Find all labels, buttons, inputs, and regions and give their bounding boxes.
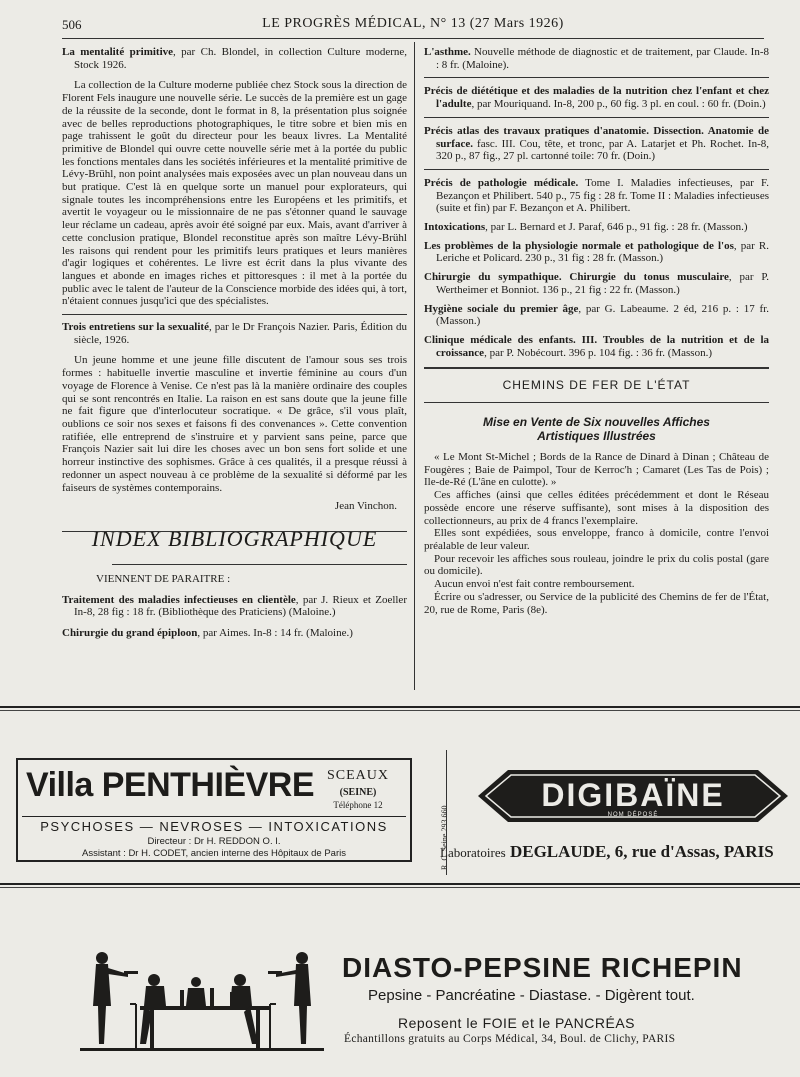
header-rule — [62, 38, 764, 39]
ads-divider — [0, 883, 800, 885]
review-byline: , par le Dr François Nazier. Paris, Édition du siècle, 1926. — [74, 321, 407, 346]
index-entry — [424, 303, 769, 328]
entry-divider — [424, 169, 769, 170]
digibaine-laboratory — [440, 842, 774, 862]
index-entry-detail: , par L. Bernard et J. Paraf, 646 p., 91 fig. : 28 fr. (Masson.) — [485, 221, 748, 234]
digibaine-ad — [426, 750, 800, 875]
column-separator — [414, 42, 415, 690]
chemins-paragraph: Pour recevoir les affiches sous rouleau, joindre le prix du colis postal (gare ou domicile). — [424, 552, 769, 578]
index-entry-title: Précis de pathologie médicale. — [424, 176, 579, 189]
index-entry-detail: Tome I. Maladies infectieuses, par F. Bezançon et Philibert. 540 p., 75 fig : 28 fr. Tome II : Maladies infectieuses (suite et fin) par F. Bezançon et A. Philibert. — [436, 176, 769, 215]
index-entry-detail: Nouvelle méthode de diagnostic et de traitement, par Claude. In-8 : 8 fr. (Maloine). — [436, 46, 769, 71]
ads-divider — [0, 887, 800, 888]
index-entry — [62, 627, 407, 640]
digibaine-brand: DIGIBAÏNE — [541, 777, 725, 813]
entry-divider — [424, 117, 769, 118]
left-column — [62, 46, 407, 648]
index-entry-title: Chirurgie du grand épiploon — [62, 627, 198, 640]
lab-prefix: Laboratoires — [440, 845, 506, 860]
index-entry-title: Intoxications — [424, 221, 486, 234]
villa-director: Directeur : Dr H. REDDON O. I. — [147, 836, 281, 847]
index-entry-detail: , par G. Labeaume. 2 éd, 216 p. : 17 fr. (Masson.) — [436, 302, 769, 328]
index-entry-title: Clinique médicale des enfants. III. Troubles de la nutrition et de la croissance — [424, 333, 769, 359]
dining-scene-illustration — [80, 944, 324, 1056]
digibaine-logo — [478, 766, 788, 826]
index-entry-detail: , par Aimes. In-8 : 14 fr. (Maloine.) — [197, 627, 353, 640]
villa-town: SCEAUX — [326, 768, 389, 783]
index-entry — [424, 271, 769, 296]
index-entry-title: Précis atlas des travaux pratiques d'anatomie. Dissection. Anatomie de surface. — [424, 124, 769, 150]
villa-penthievre-ad — [16, 758, 412, 862]
diasto-pepsine-ad — [14, 914, 800, 1064]
section-divider — [62, 314, 407, 315]
index-entry-title: Précis de diététique et des maladies de la nutrition chez l'enfant et chez l'adulte — [424, 85, 769, 111]
index-entry-title: Chirurgie du sympathique. Chirurgie du tonus musculaire — [424, 271, 729, 284]
chemins-subheading — [424, 415, 769, 443]
index-entry-detail: , par P. Wertheimer et Bonniot. 136 p., 21 fig : 22 fr. (Masson.) — [436, 271, 769, 296]
villa-rule — [22, 816, 406, 817]
review-title: Trois entretiens sur la sexualité — [62, 321, 209, 334]
index-entry-detail: , par J. Rieux et Zoeller In-8, 28 fig : 18 fr. (Bibliothèque des Praticiens) (Maloine.) — [74, 593, 407, 619]
index-entry-title: Les problèmes de la physiologie normale et pathologique de l'os — [424, 239, 734, 252]
chemins-paragraph: Ces affiches (ainsi que celles éditées précédemment et dont le Réseau possède encore une réserve suffisante), sont mises à la disposition des collectionneurs, au prix de 4 francs l'exemplaire. — [424, 489, 769, 527]
index-rule-top — [62, 531, 407, 532]
index-entry-title: Hygiène sociale du premier âge — [424, 302, 579, 315]
chemins-paragraph: Écrire ou s'adresser, ou Service de la publicité des Chemins de fer de l'État, 20, rue de Rome, Paris (8e). — [424, 590, 769, 616]
review-heading — [62, 321, 407, 346]
villa-assistant: Assistant : Dr H. CODET, ancien interne des Hôpitaux de Paris — [81, 848, 346, 859]
index-rule-bottom — [112, 564, 407, 565]
index-entry — [424, 334, 769, 359]
index-entry — [424, 240, 769, 265]
index-title: INDEX BIBLIOGRAPHIQUE — [91, 525, 378, 551]
index-entry-title: L'asthme. — [424, 46, 471, 58]
index-entry-detail: , par P. Nobécourt. 396 p. 104 fig. : 36 fr. (Masson.) — [484, 346, 712, 359]
chemins-heading: CHEMINS DE FER DE L'ÉTAT — [502, 378, 691, 393]
index-entry — [424, 177, 769, 215]
page-header — [62, 14, 764, 36]
index-entry — [424, 46, 769, 71]
diasto-title: DIASTO-PEPSINE RICHEPIN — [342, 952, 743, 983]
ads-divider — [0, 710, 800, 711]
chemins-paragraph: Aucun envoi n'est fait contre remboursement. — [434, 578, 635, 591]
index-entry-detail: , par R. Leriche et Policard. 230 p., 31 fig : 28 fr. (Masson.) — [436, 239, 769, 265]
journal-title: LE PROGRÈS MÉDICAL, N° 13 (27 Mars 1926) — [262, 16, 564, 31]
chemins-paragraph: Elles sont expédiées, sous enveloppe, franco à domicile, contre l'envoi préalable de leur valeur. — [424, 527, 769, 552]
review-heading — [62, 46, 407, 71]
review-byline: , par Ch. Blondel, in collection Culture moderne, Stock 1926. — [74, 46, 407, 71]
chemins-subheading-line: Artistiques Illustrées — [537, 429, 656, 444]
review-body: Un jeune homme et une jeune fille discutent de l'amour sous ses trois formes : habituelle invertie masculine et invertie féminine au cours d'un voyage de Florence à Venise. Ce n'est pas là la manière ordinaire des couples qui se sont rencontrés en Italie. La raison en est sans doute que la jeune fille ne fait figure que d'interlocuteur socratique. « De grâce, s'il vous plaît, oublions ce soir nos sexes et faisons fi des convenances ». Cette convention ratifiée, elle entreprend de s'instruire et y parvient sans peine, parce que François Nazier sait lui dire les choses avec un bon sens fort solide et une horreur instinctive des sophismes. Grâce à ces qualités, il a presque réussi à redonner un aspect nouveau à ce problème de la sexualité si déformé par les faiseurs de systèmes contemporains. — [62, 354, 407, 494]
diasto-samples: Échantillons gratuits au Corps Médical, 34, Boul. de Clichy, PARIS — [344, 1033, 676, 1045]
review-body: La collection de la Culture moderne publiée chez Stock sous la direction de Florent Fels inaugure une nouvelle série. Le succès de la première est un gage de la réussite de la seconde, dont le format in 8, la présentation plus soignée avec de belles reproductions photographiques, le titre sobre et bien mis en page trahissent le goût du directeur pour les beaux livres. La Mentalité primitive de Blondel qui ouvre cette nouvelle série met à la portée du public les fonctions mentales dans les sociétés inférieures et la mentalité primitive de Lévy-Brühl, non point analysées mais exposées avec un plan nouveau dans un but pratique. C'est là en quelque sorte un manuel pour explorateurs, qui signale toutes les incompréhensions entre les Européens et les primitifs, et avertit le voyageur ou le missionnaire de ne pas s'étonner quand le sauvage leur réclame un cadeau, après avoir été soigné par eux. Mais, avant d'arriver à cette conclusion pratique, Blondel reconstitue après son maître Lévy-Brühl les raisons qui rendent pour les primitifs leurs pratiques et leurs manières d'agir logiques et cohérentes. Le livre est écrit dans la plus vivante des langues et abonde en images riches et pittoresques : il met à la portée du public avec le talent de l'auteur de la Conscience morbide des idées qui, à tort, n'étaient connues jusqu'ici que des spécialistes. — [62, 79, 407, 308]
index-entry — [424, 85, 769, 110]
villa-name: Villa PENTHIÈVRE — [26, 766, 315, 804]
section-divider — [424, 367, 769, 369]
digibaine-depose: NOM DÉPOSÉ — [607, 812, 659, 818]
chemins-paragraph: « Le Mont St-Michel ; Bords de la Rance de Dinard à Dinan ; Château de Fougères ; Baie de Paimpol, Tour de Kerroc'h ; Camaret (Les Tas de Pois) ; Ile-de-Ré (L'âne en culotte). » — [424, 451, 769, 489]
index-entry — [62, 594, 407, 619]
index-entry — [424, 221, 769, 234]
villa-specialties: PSYCHOSES — NEVROSES — INTOXICATIONS — [40, 819, 388, 834]
right-column — [424, 46, 769, 616]
index-entry-detail: fasc. III. Cou, tête, et tronc, par A. Latarjet et Ph. Rochet. In-8, 320 p., 87 fig., 27 pl. cartonné toile: 70 fr. (Doin.) — [436, 137, 769, 163]
villa-department: (SEINE) — [339, 787, 377, 798]
review-signature: Jean Vinchon. — [334, 500, 397, 513]
index-entry — [424, 125, 769, 163]
diasto-subtitle: Pepsine - Pancréatine - Diastase. - Digèrent tout. — [368, 987, 695, 1004]
villa-telephone: Téléphone 12 — [333, 800, 383, 810]
diasto-tagline: Reposent le FOIE et le PANCRÉAS — [398, 1015, 635, 1031]
entry-divider — [424, 77, 769, 78]
chemins-subheading-line: Mise en Vente de Six nouvelles Affiches — [483, 415, 710, 430]
ads-divider — [0, 706, 800, 708]
review-title: La mentalité primitive — [62, 46, 174, 58]
index-heading-box — [62, 523, 407, 567]
index-entry-title: Traitement des maladies infectieuses en clientèle — [62, 593, 296, 606]
page-number: 506 — [62, 17, 82, 32]
registration-text: R. C. Seine 293.660 — [440, 805, 449, 870]
index-subheading: VIENNENT DE PARAITRE : — [96, 572, 231, 585]
section-divider — [424, 402, 769, 403]
lab-address: DEGLAUDE, 6, rue d'Assas, PARIS — [509, 842, 774, 861]
index-entry-detail: , par Mouriquand. In-8, 200 p., 60 fig. 3 pl. en coul. : 60 fr. (Doin.) — [471, 98, 766, 111]
